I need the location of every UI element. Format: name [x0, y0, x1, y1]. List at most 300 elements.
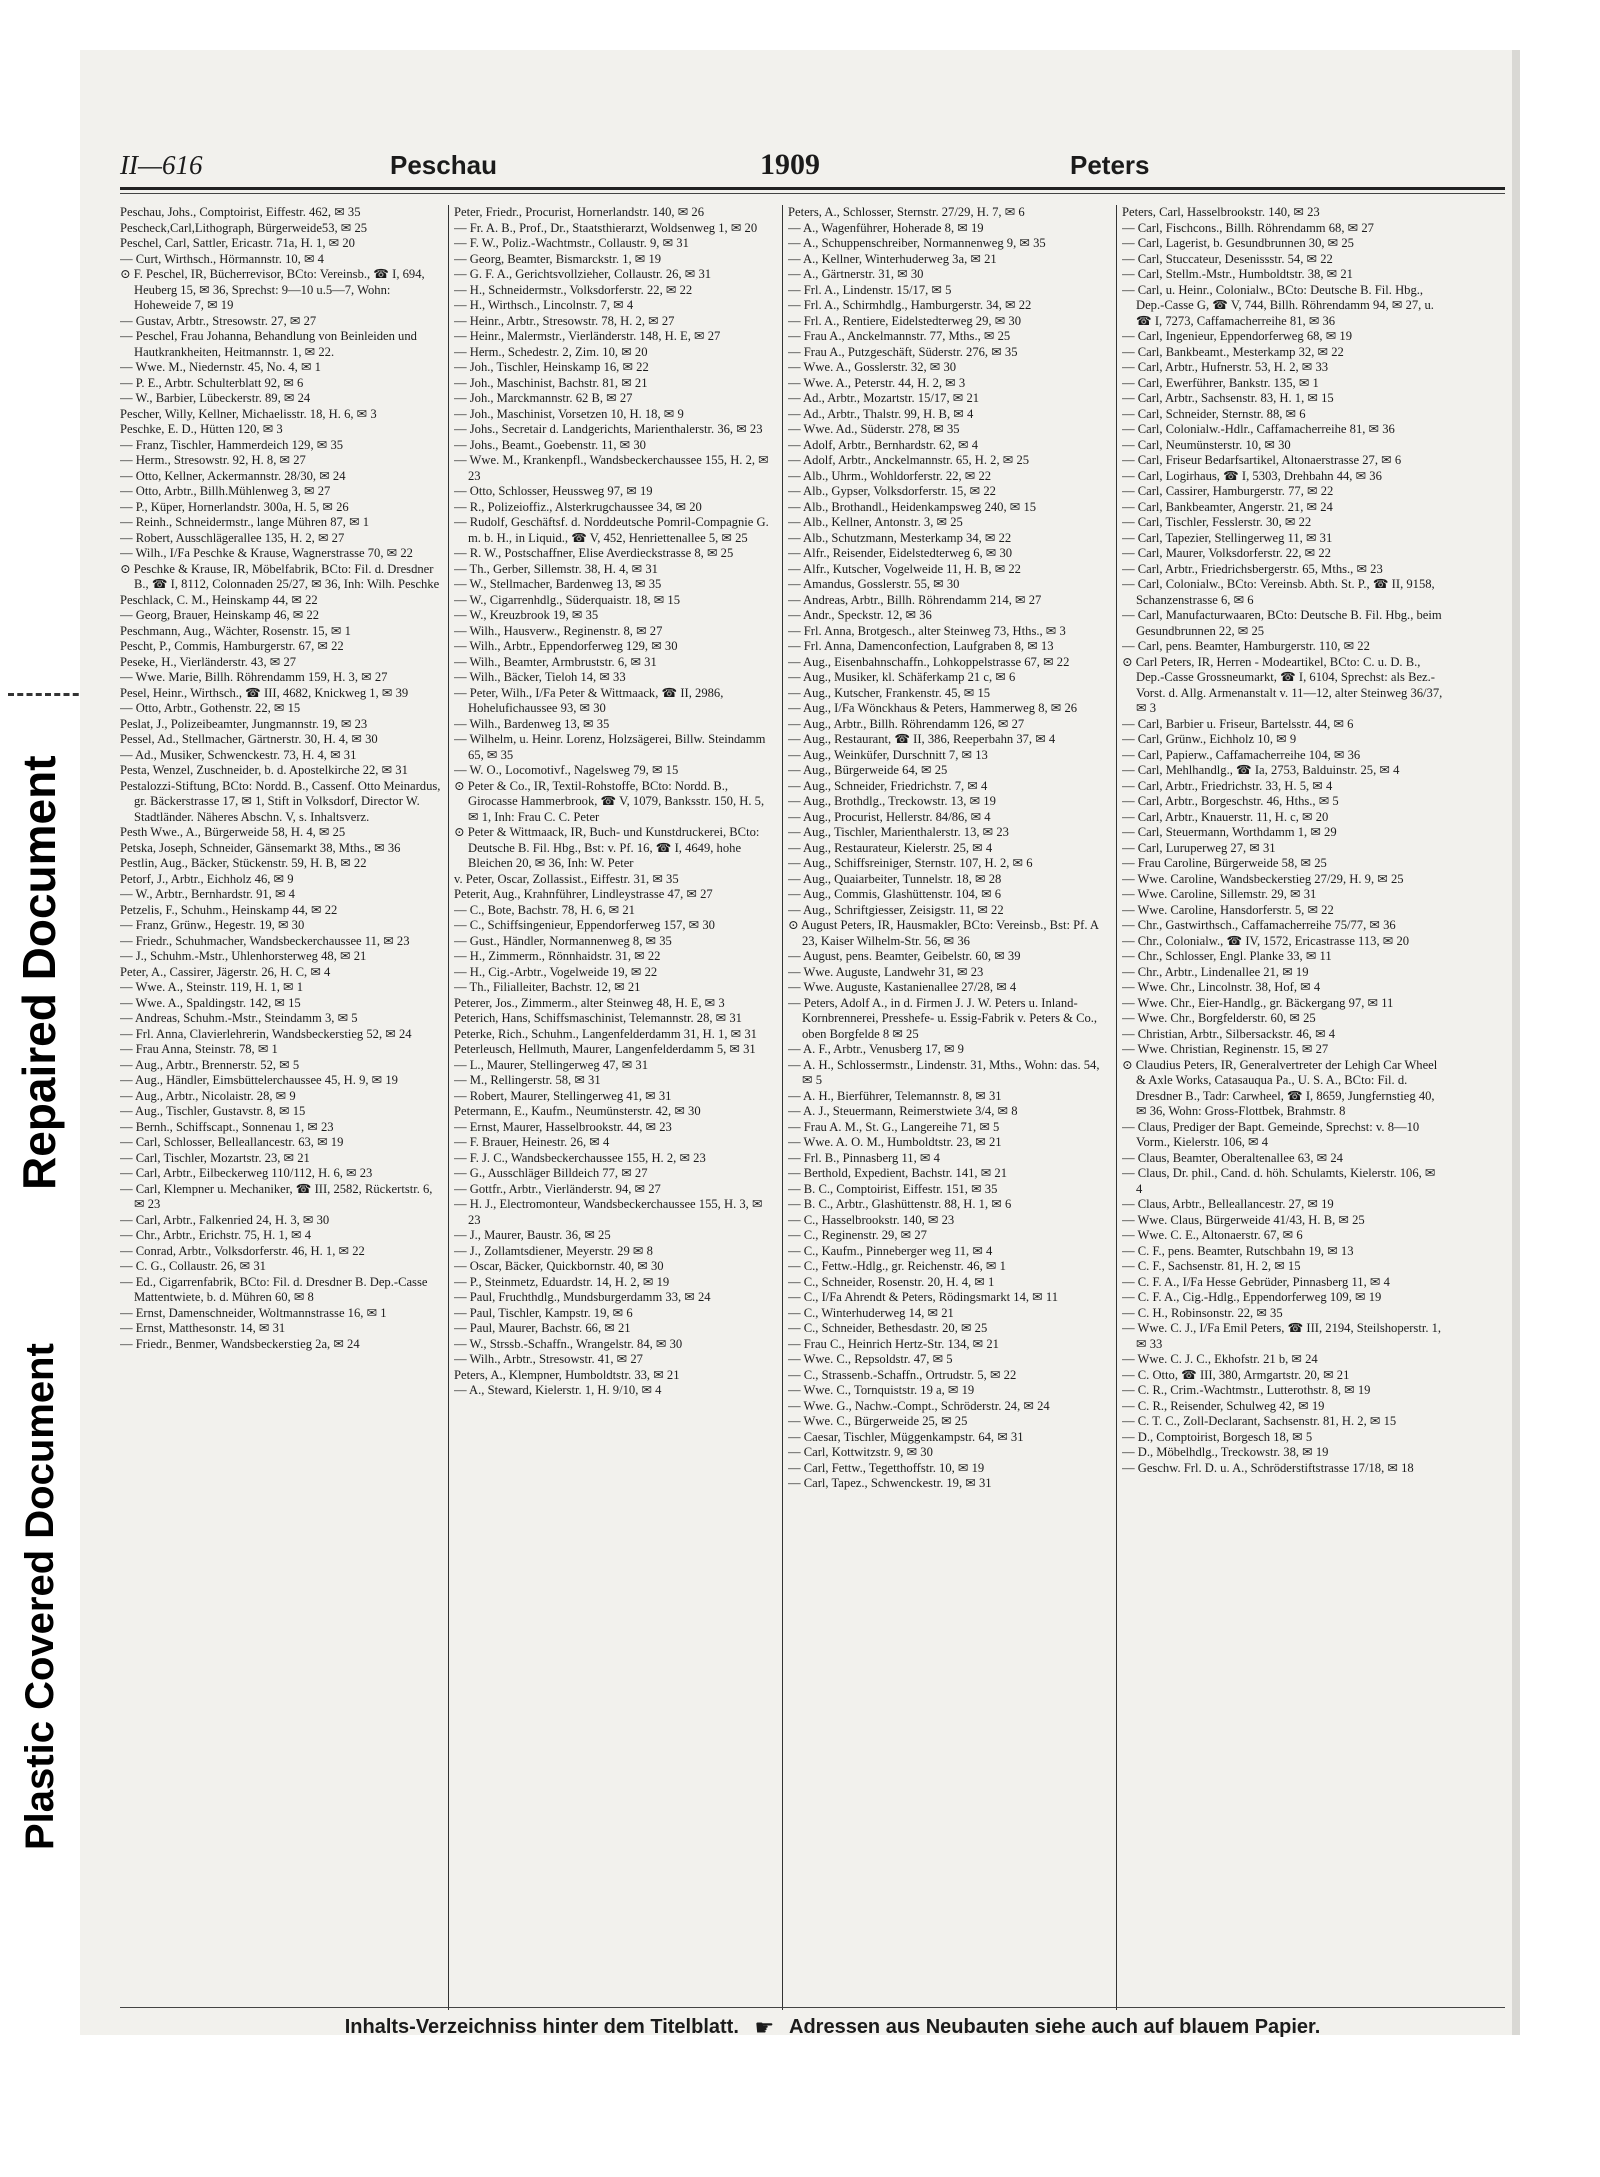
- directory-entry: — W., Barbier, Lübeckerstr. 89, ✉ 24: [120, 391, 311, 405]
- directory-entry: — C., Schneider, Bethesdastr. 20, ✉ 25: [788, 1321, 988, 1335]
- directory-entry: ⊙ F. Peschel, IR, Bücherrevisor, BCto: Vereinsb., ☎ I, 694, Heuberg 15, ✉ 36, Sprechst: 9—10 u.5—7, Wohn: Hoheweide 7, ✉ 19: [120, 267, 425, 312]
- directory-entry: — Wwe. G., Nachw.-Compt., Schröderstr. 24, ✉ 24: [788, 1398, 1050, 1413]
- directory-entry: — Joh., Marckmannstr. 62 B, ✉ 27: [454, 391, 633, 405]
- directory-entry: — Aug., Händler, Eimsbüttelerchaussee 45, H. 9, ✉ 19: [120, 1073, 398, 1087]
- directory-entry: Petska, Joseph, Schneider, Gänsemarkt 38, Mths., ✉ 36: [120, 840, 401, 855]
- directory-entry: — W. O., Locomotivf., Nagelsweg 79, ✉ 15: [454, 763, 679, 777]
- directory-entry: — Gust., Händler, Normannenweg 8, ✉ 35: [454, 933, 672, 948]
- directory-entry: — A. H., Schlossermstr., Lindenstr. 31, Mths., Wohn: das. 54, ✉ 5: [788, 1057, 1100, 1087]
- directory-entry: — W., Arbtr., Bernhardstr. 91, ✉ 4: [120, 887, 295, 901]
- directory-entry: — Peschel, Frau Johanna, Behandlung von Beinleiden und Hautkrankheiten, Heitmannstr. 1, ✉ 22.: [120, 329, 417, 359]
- directory-entry: Peschmann, Aug., Wächter, Rosenstr. 15, ✉ 1: [120, 623, 351, 638]
- directory-entry: — Carl, Schlosser, Belleallancestr. 63, ✉ 19: [120, 1135, 344, 1149]
- directory-entry: Pestlin, Aug., Bäcker, Stückenstr. 59, H. B, ✉ 22: [120, 856, 367, 870]
- directory-entry: — J., Zollamtsdiener, Meyerstr. 29 ✉ 8: [454, 1243, 653, 1258]
- directory-entry: — Ernst, Matthesonstr. 14, ✉ 31: [120, 1321, 286, 1335]
- directory-entry: — A., Kellner, Winterhuderweg 3a, ✉ 21: [788, 251, 997, 266]
- directory-entry: — Ad., Musiker, Schwenckestr. 73, H. 4, ✉ 31: [120, 747, 357, 762]
- directory-entry: — Bernh., Schiffscapt., Sonnenau 1, ✉ 23: [120, 1119, 334, 1134]
- directory-entry: — Wwe. Auguste, Kastanienallee 27/28, ✉ 4: [788, 980, 1017, 994]
- directory-entry: — L., Maurer, Stellingerweg 47, ✉ 31: [454, 1057, 649, 1072]
- directory-entry: — Wwe. Chr., Lincolnstr. 38, Hof, ✉ 4: [1122, 980, 1321, 994]
- directory-entry: — Frl. A., Lindenstr. 15/17, ✉ 5: [788, 282, 952, 297]
- directory-entry: — J., Maurer, Baustr. 36, ✉ 25: [454, 1228, 611, 1242]
- directory-entry: — Th., Filialleiter, Bachstr. 12, ✉ 21: [454, 980, 641, 994]
- directory-entry: — Wwe. Claus, Bürgerweide 41/43, H. B, ✉ 25: [1122, 1212, 1365, 1227]
- directory-entry: ⊙ Carl Peters, IR, Herren - Modeartikel, BCto: C. u. D. B., Dep.-Casse Grossneumarkt, ☎ I, 6104, Sprechst: als Bez.-Vorst. d. Allg. Armenanstalt v. 11—12, alter Steinweg 36/37, ✉ 3: [1122, 654, 1443, 715]
- directory-entry: — Otto, Arbtr., Gothenstr. 22, ✉ 15: [120, 701, 301, 715]
- directory-entry: — Franz, Grünw., Hegestr. 19, ✉ 30: [120, 918, 305, 932]
- directory-entry: — Claus, Dr. phil., Cand. d. höh. Schulamts, Kielerstr. 106, ✉ 4: [1122, 1166, 1436, 1196]
- directory-entry: Pescheck,Carl,Lithograph, Bürgerweide53, ✉ 25: [120, 220, 368, 235]
- directory-entry: — C. F. A., I/Fa Hesse Gebrüder, Pinnasberg 11, ✉ 4: [1122, 1274, 1390, 1289]
- footer-left-text: Inhalts-Verzeichniss hinter dem Titelblatt.: [344, 2016, 739, 2038]
- directory-entry: — C., I/Fa Ahrendt & Peters, Rödingsmarkt 14, ✉ 11: [788, 1290, 1058, 1304]
- directory-entry: — Frl. B., Pinnasberg 11, ✉ 4: [788, 1150, 940, 1165]
- directory-entry: — Alb., Uhrm., Wohldorferstr. 22, ✉ 22: [788, 468, 992, 483]
- directory-entry: — Gottfr., Arbtr., Vierländerstr. 94, ✉ 27: [454, 1181, 661, 1196]
- directory-entry: — Carl, Fettw., Tegetthoffstr. 10, ✉ 19: [788, 1460, 985, 1475]
- directory-entry: — Chr., Arbtr., Erichstr. 75, H. 1, ✉ 4: [120, 1228, 312, 1242]
- header-left-word: Peschau: [390, 150, 497, 180]
- directory-entry: — Paul, Fruchthdlg., Mundsburgerdamm 33, ✉ 24: [454, 1290, 711, 1304]
- directory-entry: — Carl, pens. Beamter, Hamburgerstr. 110, ✉ 22: [1122, 639, 1370, 653]
- directory-entry: — Wwe. A., Peterstr. 44, H. 2, ✉ 3: [788, 375, 966, 390]
- directory-entry: Peschau, Johs., Comptoirist, Eiffestr. 462, ✉ 35: [120, 205, 361, 219]
- directory-entry: — Reinh., Schneidermstr., lange Mühren 87, ✉ 1: [120, 515, 370, 529]
- directory-entry: — Robert, Ausschlägerallee 135, H. 2, ✉ 27: [120, 530, 345, 545]
- directory-entry: — Carl, Arbtr., Friedrichstr. 33, H. 5, ✉ 4: [1122, 778, 1333, 793]
- directory-entry: — Carl, Ewerführer, Bankstr. 135, ✉ 1: [1122, 375, 1319, 390]
- directory-entry: — R. W., Postschaffner, Elise Averdieckstrasse 8, ✉ 25: [454, 546, 734, 560]
- directory-entry: — H., Schneidermstr., Volksdorferstr. 22, ✉ 22: [454, 282, 693, 297]
- directory-entry: Pescht, P., Commis, Hamburgerstr. 67, ✉ 22: [120, 639, 344, 653]
- directory-entry: — Carl, Arbtr., Friedrichsbergerstr. 65, Mths., ✉ 23: [1122, 561, 1383, 576]
- directory-entry: — C., Strassenb.-Schaffn., Ortrudstr. 5, ✉ 22: [788, 1367, 1017, 1382]
- directory-entry: — Carl, Stellm.-Mstr., Humboldtstr. 38, ✉ 21: [1122, 267, 1353, 281]
- directory-entry: — C. R., Reisender, Schulweg 42, ✉ 19: [1122, 1398, 1325, 1413]
- directory-entry: — Wwe. C., Tornquiststr. 19 a, ✉ 19: [788, 1383, 975, 1397]
- directory-entry: — Wilhelm, u. Heinr. Lorenz, Holzsägerei, Billw. Steindamm 65, ✉ 35: [454, 732, 766, 762]
- header-right-word: Peters: [1070, 150, 1150, 180]
- directory-entry: — C. H., Robinsonstr. 22, ✉ 35: [1122, 1305, 1283, 1320]
- directory-entry: — Carl, Friseur Bedarfsartikel, Altonaerstrasse 27, ✉ 6: [1122, 453, 1402, 467]
- footer-rule: [120, 2007, 1505, 2008]
- directory-entry: — Joh., Maschinist, Vorsetzen 10, H. 18, ✉ 9: [454, 406, 684, 421]
- directory-entry: — G. F. A., Gerichtsvollzieher, Collaustr. 26, ✉ 31: [454, 267, 712, 281]
- directory-entry: — Aug., Restaurateur, Kielerstr. 25, ✉ 4: [788, 840, 993, 855]
- directory-entry: — Frau A., Anckelmannstr. 77, Mths., ✉ 25: [788, 329, 1011, 343]
- directory-entry: Pesth Wwe., A., Bürgerweide 58, H. 4, ✉ 25: [120, 825, 346, 839]
- directory-entry: — Otto, Arbtr., Billh.Mühlenweg 3, ✉ 27: [120, 484, 331, 498]
- directory-entry: — Chr., Schlosser, Engl. Planke 33, ✉ 11: [1122, 949, 1332, 963]
- directory-entry: — H., Zimmerm., Rönnhaidstr. 31, ✉ 22: [454, 949, 661, 963]
- directory-entry: — Th., Gerber, Sillemstr. 38, H. 4, ✉ 31: [454, 561, 658, 576]
- directory-entry: — Friedr., Benmer, Wandsbeckerstieg 2a, ✉ 24: [120, 1336, 360, 1351]
- directory-entry: — W., Cigarrenhdlg., Süderquaistr. 18, ✉ 15: [454, 592, 681, 607]
- directory-entry: Peterleusch, Hellmuth, Maurer, Langenfelderdamm 5, ✉ 31: [454, 1042, 756, 1056]
- directory-entry: — Aug., Eisenbahnschaffn., Lohkoppelstrasse 67, ✉ 22: [788, 654, 1070, 669]
- directory-entry: — Alfr., Kutscher, Vogelweide 11, H. B, ✉ 22: [788, 561, 1021, 576]
- column-2: [454, 205, 776, 2005]
- directory-entry: Peseke, H., Vierländerstr. 43, ✉ 27: [120, 654, 297, 669]
- directory-entry: Peter, Friedr., Procurist, Hornerlandstr. 140, ✉ 26: [454, 205, 704, 219]
- directory-entry: — C. F., pens. Beamter, Rutschbahn 19, ✉ 13: [1122, 1243, 1354, 1258]
- directory-entry: — Oscar, Bäcker, Quickbornstr. 40, ✉ 30: [454, 1259, 664, 1273]
- directory-entry: — W., Strssb.-Schaffn., Wrangelstr. 84, ✉ 30: [454, 1336, 683, 1351]
- directory-entry: — Carl, Lagerist, b. Gesundbrunnen 30, ✉ 25: [1122, 236, 1354, 250]
- directory-entry: — Wwe. Chr., Borgfelderstr. 60, ✉ 25: [1122, 1011, 1316, 1025]
- directory-entry: — F. J. C., Wandsbeckerchaussee 155, H. 2, ✉ 23: [454, 1150, 706, 1165]
- directory-entry: — Friedr., Schuhmacher, Wandsbeckerchaussee 11, ✉ 23: [120, 933, 410, 948]
- directory-entry: — C. F. A., Cig.-Hdlg., Eppendorferweg 109, ✉ 19: [1122, 1290, 1382, 1304]
- directory-entry: — Andreas, Arbtr., Billh. Röhrendamm 214, ✉ 27: [788, 592, 1042, 607]
- directory-entry: — Carl, Kottwitzstr. 9, ✉ 30: [788, 1445, 933, 1459]
- directory-entry: — Aug., Musiker, kl. Schäferkamp 21 c, ✉ 6: [788, 670, 1016, 684]
- directory-entry: — D., Möbelhdlg., Treckowstr. 38, ✉ 19: [1122, 1445, 1329, 1459]
- directory-entry: — Wwe. C., Bürgerweide 25, ✉ 25: [788, 1414, 968, 1428]
- directory-entry: — P., Küper, Hornerlandstr. 300a, H. 5, ✉ 26: [120, 499, 349, 514]
- directory-entry: — Wilh., Hausverw., Reginenstr. 8, ✉ 27: [454, 623, 663, 638]
- directory-entry: — Wwe. A., Spaldingstr. 142, ✉ 15: [120, 995, 301, 1010]
- directory-entry: — Franz, Tischler, Hammerdeich 129, ✉ 35: [120, 437, 344, 452]
- directory-entry: Peslat, J., Polizeibeamter, Jungmannstr. 19, ✉ 23: [120, 716, 368, 731]
- directory-entry: ⊙ Peter & Co., IR, Textil-Rohstoffe, BCto: Nordd. B., Girocasse Hammerbrook, ☎ V, 1079, Banksstr. 150, H. 5, ✉ 1, Inh: Frau C. C. Peter: [454, 778, 765, 824]
- directory-entry: — G., Ausschläger Billdeich 77, ✉ 27: [454, 1166, 648, 1180]
- directory-entry: — Heinr., Arbtr., Stresowstr. 78, H. 2, ✉ 27: [454, 313, 675, 328]
- header-year: 1909: [760, 148, 820, 181]
- directory-entry: — C. G., Collaustr. 26, ✉ 31: [120, 1259, 266, 1273]
- directory-entry: — Joh., Maschinist, Bachstr. 81, ✉ 21: [454, 375, 648, 390]
- directory-entry: — Carl, Arbtr., Falkenried 24, H. 3, ✉ 30: [120, 1212, 330, 1227]
- directory-entry: Peter, A., Cassirer, Jägerstr. 26, H. C, ✉ 4: [120, 964, 331, 979]
- column-4: [1122, 205, 1444, 2005]
- directory-entry: — A. J., Steuermann, Reimerstwiete 3/4, ✉ 8: [788, 1104, 1018, 1118]
- directory-entry: — Ad., Arbtr., Mozartstr. 15/17, ✉ 21: [788, 391, 980, 405]
- directory-entry: — Carl, Manufacturwaaren, BCto: Deutsche B. Fil. Hbg., beim Gesundbrunnen 22, ✉ 25: [1122, 608, 1442, 638]
- directory-entry: — Frl. Anna, Damenconfection, Laufgraben 8, ✉ 13: [788, 639, 1054, 653]
- directory-entry: — Aug., Brothdlg., Treckowstr. 13, ✉ 19: [788, 794, 996, 808]
- directory-entry: — Curt, Wirthsch., Hörmannstr. 10, ✉ 4: [120, 251, 324, 266]
- directory-entry: — Aug., Schiffsreiniger, Sternstr. 107, H. 2, ✉ 6: [788, 856, 1033, 870]
- directory-entry: — Ed., Cigarrenfabrik, BCto: Fil. d. Dresdner B. Dep.-Casse Mattentwiete, b. d. Mühren 60, ✉ 8: [120, 1274, 428, 1304]
- directory-entry: — Carl, Barbier u. Friseur, Bartelsstr. 44, ✉ 6: [1122, 716, 1354, 731]
- directory-entry: — Wwe. Marie, Billh. Röhrendamm 159, H. 3, ✉ 27: [120, 670, 388, 684]
- sidebar: [0, 0, 90, 2177]
- directory-entry: Petzelis, F., Schuhm., Heinskamp 44, ✉ 22: [120, 902, 338, 917]
- directory-entry: — Amandus, Gosslerstr. 55, ✉ 30: [788, 577, 960, 591]
- directory-entry: — Heinr., Malermstr., Vierländerstr. 148, H. E, ✉ 27: [454, 329, 721, 343]
- directory-entry: — Ernst, Maurer, Hasselbrookstr. 44, ✉ 23: [454, 1119, 672, 1134]
- directory-entry: — Carl, Neumünsterstr. 10, ✉ 30: [1122, 437, 1291, 452]
- directory-entry: — Frau Caroline, Bürgerweide 58, ✉ 25: [1122, 856, 1327, 870]
- directory-entry: — Carl, Grünw., Eichholz 10, ✉ 9: [1122, 732, 1297, 746]
- directory-entry: — Claus, Beamter, Oberaltenallee 63, ✉ 24: [1122, 1150, 1343, 1165]
- directory-entry: — Adolf, Arbtr., Anckelmannstr. 65, H. 2, ✉ 25: [788, 453, 1030, 467]
- directory-entry: — Aug., Commis, Glashüttenstr. 104, ✉ 6: [788, 887, 1002, 901]
- page-header: [120, 150, 1505, 190]
- directory-entry: — B. C., Arbtr., Glashüttenstr. 88, H. 1, ✉ 6: [788, 1197, 1012, 1211]
- directory-entry: — Wwe. M., Krankenpfl., Wandsbeckerchaussee 155, H. 2, ✉ 23: [454, 453, 769, 483]
- directory-entry: — Carl, Logirhaus, ☎ I, 5303, Drehbahn 44, ✉ 36: [1122, 468, 1382, 483]
- column-1: [120, 205, 442, 2005]
- directory-entry: — Aug., Quaiarbeiter, Tunnelstr. 18, ✉ 28: [788, 871, 1002, 886]
- directory-entry: — P., Steinmetz, Eduardstr. 14, H. 2, ✉ 19: [454, 1274, 670, 1289]
- directory-entry: — Carl, Papierw., Caffamacherreihe 104, ✉ 36: [1122, 747, 1361, 762]
- directory-entry: — A., Schuppenschreiber, Normannenweg 9, ✉ 35: [788, 236, 1046, 250]
- directory-entry: — Alb., Schutzmann, Mesterkamp 34, ✉ 22: [788, 530, 1012, 545]
- directory-entry: — C. Otto, ☎ III, 380, Armgartstr. 20, ✉ 21: [1122, 1367, 1350, 1382]
- directory-entry: — Aug., Kutscher, Frankenstr. 45, ✉ 15: [788, 685, 991, 700]
- directory-entry: — Carl, Mehlhandlg., ☎ Ia, 2753, Balduinstr. 25, ✉ 4: [1122, 763, 1400, 777]
- directory-entry: — Wwe. C. J., I/Fa Emil Peters, ☎ III, 2194, Steilshoperstr. 1, ✉ 33: [1122, 1321, 1442, 1351]
- directory-entry: — Aug., Procurist, Hellerstr. 84/86, ✉ 4: [788, 809, 991, 824]
- directory-entry: — Frau A. M., St. G., Langereihe 71, ✉ 5: [788, 1119, 1000, 1134]
- directory-entry: — A. H., Bierführer, Telemannstr. 8, ✉ 31: [788, 1088, 1002, 1103]
- footer-right-text: Adressen aus Neubauten siehe auch auf blauem Papier.: [789, 2016, 1321, 2038]
- directory-entry: — B. C., Comptoirist, Eiffestr. 151, ✉ 35: [788, 1181, 998, 1196]
- directory-entry: — Carl, Tapez., Schwenckestr. 19, ✉ 31: [788, 1476, 992, 1490]
- directory-entry: — Johs., Beamt., Goebenstr. 11, ✉ 30: [454, 437, 646, 452]
- directory-entry: — Georg, Beamter, Bismarckstr. 1, ✉ 19: [454, 251, 662, 266]
- directory-entry: — Gustav, Arbtr., Stresowstr. 27, ✉ 27: [120, 313, 317, 328]
- directory-entry: — D., Comptoirist, Borgesch 18, ✉ 5: [1122, 1429, 1313, 1444]
- directory-entry: — A. F., Arbtr., Venusberg 17, ✉ 9: [788, 1042, 964, 1056]
- directory-entry: — Carl, Stuccateur, Desenissstr. 54, ✉ 22: [1122, 251, 1333, 266]
- directory-entry: Peterke, Rich., Schuhm., Langenfelderdamm 31, H. 1, ✉ 31: [454, 1026, 757, 1041]
- directory-entry: — Carl, u. Heinr., Colonialw., BCto: Deutsche B. Fil. Hbg., Dep.-Casse G, ☎ V, 744, Billh. Röhrendamm 94, ✉ 27, u. ☎ I, 7273, Caffamacherreihe 81, ✉ 36: [1122, 282, 1434, 328]
- directory-entry: — Georg, Brauer, Heinskamp 46, ✉ 22: [120, 608, 320, 622]
- directory-entry: Peterer, Jos., Zimmerm., alter Steinweg 48, H. E, ✉ 3: [454, 995, 725, 1010]
- page-number: II—616: [120, 150, 203, 180]
- plastic-covered-label: Plastic Covered Document: [18, 1343, 62, 1850]
- directory-entry: — C. T. C., Zoll-Declarant, Sachsenstr. 81, H. 2, ✉ 15: [1122, 1414, 1397, 1428]
- directory-entry: — Wilh., Beamter, Armbruststr. 6, ✉ 31: [454, 654, 657, 669]
- directory-entry: — Alb., Gypser, Volksdorferstr. 15, ✉ 22: [788, 484, 996, 498]
- directory-entry: — P. E., Arbtr. Schulterblatt 92, ✉ 6: [120, 375, 304, 390]
- directory-entry: — Aug., Arbtr., Brennerstr. 52, ✉ 5: [120, 1057, 300, 1072]
- directory-entry: — Adolf, Arbtr., Bernhardstr. 62, ✉ 4: [788, 437, 978, 452]
- directory-entry: — Aug., Bürgerweide 64, ✉ 25: [788, 763, 948, 777]
- directory-entry: — Carl, Maurer, Volksdorferstr. 22, ✉ 22: [1122, 546, 1331, 560]
- directory-entry: — C., Schiffsingenieur, Eppendorferweg 157, ✉ 30: [454, 918, 715, 932]
- directory-entry: — C., Reginenstr. 29, ✉ 27: [788, 1228, 927, 1242]
- directory-entry: Petermann, E., Kaufm., Neumünsterstr. 42, ✉ 30: [454, 1104, 701, 1118]
- directory-entry: — Carl, Tischler, Fesslerstr. 30, ✉ 22: [1122, 515, 1312, 529]
- directory-entry: — Claus, Prediger der Bapt. Gemeinde, Sprechst: v. 8—10 Vorm., Kielerstr. 106, ✉ 4: [1122, 1119, 1420, 1149]
- directory-entry: — Andr., Speckstr. 12, ✉ 36: [788, 608, 932, 622]
- directory-entry: — Berthold, Expedient, Bachstr. 141, ✉ 21: [788, 1166, 1008, 1180]
- directory-entry: — Carl, Bankbeamt., Mesterkamp 32, ✉ 22: [1122, 344, 1344, 359]
- directory-entry: — Carl, Steuermann, Worthdamm 1, ✉ 29: [1122, 825, 1337, 839]
- directory-entry: — Frau Anna, Steinstr. 78, ✉ 1: [120, 1042, 278, 1056]
- directory-entry: — Carl, Tapezier, Stellingerweg 11, ✉ 31: [1122, 530, 1333, 545]
- directory-entry: — Wwe. Ad., Süderstr. 278, ✉ 35: [788, 422, 960, 436]
- directory-entry: Peterit, Aug., Krahnführer, Lindleystrasse 47, ✉ 27: [454, 887, 713, 901]
- directory-entry: — Carl, Arbtr., Sachsenstr. 83, H. 1, ✉ 15: [1122, 391, 1334, 405]
- directory-entry: Peschke, E. D., Hütten 120, ✉ 3: [120, 422, 283, 436]
- directory-entry: — Carl, Arbtr., Hufnerstr. 53, H. 2, ✉ 33: [1122, 360, 1329, 374]
- directory-entry: — Wilh., Bäcker, Tieloh 14, ✉ 33: [454, 670, 626, 684]
- directory-entry: — H. J., Electromonteur, Wandsbeckerchaussee 155, H. 3, ✉ 23: [454, 1197, 763, 1227]
- directory-entry: — Herm., Stresowstr. 92, H. 8, ✉ 27: [120, 453, 306, 467]
- directory-entry: — Carl, Colonialw.-Hdlr., Caffamacherreihe 81, ✉ 36: [1122, 422, 1395, 436]
- directory-entry: — Frau A., Putzgeschäft, Süderstr. 276, ✉ 35: [788, 344, 1018, 359]
- directory-entry: Pesel, Heinr., Wirthsch., ☎ III, 4682, Knickweg 1, ✉ 39: [120, 685, 409, 700]
- directory-entry: — Otto, Schlosser, Heussweg 97, ✉ 19: [454, 484, 653, 498]
- directory-entry: — August, pens. Beamter, Geibelstr. 60, ✉ 39: [788, 949, 1021, 963]
- directory-entry: — Peters, Adolf A., in d. Firmen J. J. W. Peters u. Inland-Kornbrennerei, Presshefe- u. Essig-Fabrik v. Peters & Co., oben Borgfelde 8 ✉ 25: [788, 995, 1098, 1041]
- directory-entry: — Claus, Arbtr., Belleallancestr. 27, ✉ 19: [1122, 1197, 1334, 1211]
- directory-entry: — C., Schneider, Rosenstr. 20, H. 4, ✉ 1: [788, 1274, 995, 1289]
- directory-entry: — Conrad, Arbtr., Volksdorferstr. 46, H. 1, ✉ 22: [120, 1243, 365, 1258]
- directory-entry: — C., Kaufm., Pinneberger weg 11, ✉ 4: [788, 1243, 993, 1258]
- directory-entry: — Alb., Kellner, Antonstr. 3, ✉ 25: [788, 515, 963, 529]
- directory-entry: — A., Gärtnerstr. 31, ✉ 30: [788, 267, 924, 281]
- directory-entry: — Aug., Schneider, Friedrichstr. 7, ✉ 4: [788, 778, 988, 793]
- pointing-hand-icon: ☛: [754, 2015, 775, 2040]
- directory-entry: — Paul, Tischler, Kampstr. 19, ✉ 6: [454, 1305, 633, 1320]
- directory-entry: — Carl, Schneider, Sternstr. 88, ✉ 6: [1122, 406, 1306, 421]
- directory-entry: — W., Kreuzbrook 19, ✉ 35: [454, 608, 599, 622]
- directory-entry: — Aug., Schriftgiesser, Zeisigstr. 11, ✉ 22: [788, 902, 1004, 917]
- divider: [8, 693, 88, 696]
- column-divider: [782, 205, 783, 2010]
- directory-entry: — Wilh., Arbtr., Stresowstr. 41, ✉ 27: [454, 1352, 643, 1366]
- directory-entry: — Wilh., Arbtr., Eppendorferweg 129, ✉ 30: [454, 639, 678, 653]
- directory-entry: Peters, A., Klempner, Humboldtstr. 33, ✉ 21: [454, 1367, 680, 1382]
- directory-entry: — Rudolf, Geschäftsf. d. Norddeutsche Pomril-Compagnie G. m. b. H., in Liquid., ☎ V, 452, Henriettenallee 5, ✉ 25: [454, 515, 769, 545]
- directory-entry: — Carl, Klempner u. Mechaniker, ☎ III, 2582, Rückertstr. 6, ✉ 23: [120, 1181, 433, 1211]
- directory-entry: — Carl, Ingenieur, Eppendorferweg 68, ✉ 19: [1122, 329, 1353, 343]
- directory-entry: — Wwe. Caroline, Sillemstr. 29, ✉ 31: [1122, 887, 1317, 901]
- directory-entry: — Alb., Brothandl., Heidenkampsweg 240, ✉ 15: [788, 499, 1037, 514]
- directory-entry: — H., Wirthsch., Lincolnstr. 7, ✉ 4: [454, 298, 634, 312]
- directory-entry: — Christian, Arbtr., Silbersackstr. 46, ✉ 4: [1122, 1026, 1336, 1041]
- directory-entry: — Peter, Wilh., I/Fa Peter & Wittmaack, ☎ II, 2986, Hohelufichaussee 93, ✉ 30: [454, 685, 724, 715]
- directory-entry: ⊙ August Peters, IR, Hausmakler, BCto: Vereinsb., Bst: Pf. A 23, Kaiser Wilhelm-Str. 56, ✉ 36: [788, 918, 1099, 948]
- directory-entry: — Ernst, Damenschneider, Woltmannstrasse 16, ✉ 1: [120, 1305, 387, 1320]
- directory-entry: — Caesar, Tischler, Müggenkampstr. 64, ✉ 31: [788, 1429, 1024, 1444]
- directory-entry: — Fr. A. B., Prof., Dr., Staatsthierarzt, Woldsenweg 1, ✉ 20: [454, 220, 758, 235]
- directory-entry: — F. Brauer, Heinestr. 26, ✉ 4: [454, 1135, 610, 1149]
- directory-entry: — Wwe. M., Niedernstr. 45, No. 4, ✉ 1: [120, 360, 321, 374]
- directory-entry: — M., Rellingerstr. 58, ✉ 31: [454, 1073, 601, 1087]
- directory-entry: — Carl, Cassirer, Hamburgerstr. 77, ✉ 22: [1122, 484, 1334, 498]
- directory-entry: — Carl, Luruperweg 27, ✉ 31: [1122, 840, 1276, 855]
- directory-entry: — Otto, Kellner, Ackermannstr. 28/30, ✉ 24: [120, 468, 346, 483]
- directory-entry: — C., Bote, Bachstr. 78, H. 6, ✉ 21: [454, 902, 635, 917]
- column-divider: [448, 205, 449, 2010]
- directory-entry: — Wwe. Caroline, Wandsbeckerstieg 27/29, H. 9, ✉ 25: [1122, 871, 1404, 886]
- directory-entry: — Aug., I/Fa Wönckhaus & Peters, Hammerweg 8, ✉ 26: [788, 701, 1078, 715]
- directory-entry: — C., Hasselbrookstr. 140, ✉ 23: [788, 1212, 955, 1227]
- directory-entry: v. Peter, Oscar, Zollassist., Eiffestr. 31, ✉ 35: [454, 871, 679, 886]
- directory-entry: — W., Stellmacher, Bardenweg 13, ✉ 35: [454, 577, 662, 591]
- header-rule: [120, 187, 1505, 190]
- repaired-document-label: Repaired Document: [13, 755, 65, 1190]
- directory-entry: — F. W., Poliz.-Wachtmstr., Collaustr. 9, ✉ 31: [454, 236, 689, 250]
- directory-entry: — Aug., Tischler, Marienthalerstr. 13, ✉ 23: [788, 825, 1009, 839]
- directory-entry: — Carl, Bankbeamter, Angerstr. 21, ✉ 24: [1122, 499, 1333, 514]
- directory-entry: — Frl. Anna, Clavierlehrerin, Wandsbeckerstieg 52, ✉ 24: [120, 1026, 412, 1041]
- column-3: [788, 205, 1110, 2005]
- column-divider: [1116, 205, 1117, 2010]
- directory-entry: — H., Cig.-Arbtr., Vogelweide 19, ✉ 22: [454, 964, 658, 979]
- directory-entry: — Carl, Tischler, Mozartstr. 23, ✉ 21: [120, 1150, 310, 1165]
- directory-entry: ⊙ Claudius Peters, IR, Generalvertreter der Lehigh Car Wheel & Axle Works, Catasauqua Pa., U. S. A., BCto: Fil. d. Dresdner B., Tadr: Carwheel, ☎ I, 8659, Jungfernstieg 40, ✉ 36, Wohn: Gross-Flottbek, Brahmstr. 8: [1122, 1057, 1438, 1118]
- directory-entry: — Wwe. C., Repsoldstr. 47, ✉ 5: [788, 1352, 953, 1366]
- directory-entry: Pessel, Ad., Stellmacher, Gärtnerstr. 30, H. 4, ✉ 30: [120, 732, 378, 746]
- directory-entry: Pescher, Willy, Kellner, Michaelisstr. 18, H. 6, ✉ 3: [120, 406, 377, 421]
- directory-entry: — Aug., Arbtr., Billh. Röhrendamm 126, ✉ 27: [788, 716, 1025, 731]
- directory-entry: Peterich, Hans, Schiffsmaschinist, Telemannstr. 28, ✉ 31: [454, 1011, 742, 1025]
- directory-entry: — Wilh., I/Fa Peschke & Krause, Wagnerstrasse 70, ✉ 22: [120, 546, 413, 560]
- directory-entry: Peschel, Carl, Sattler, Ericastr. 71a, H. 1, ✉ 20: [120, 236, 355, 250]
- directory-entry: — Frl. A., Schirmhdlg., Hamburgerstr. 34, ✉ 22: [788, 298, 1032, 312]
- directory-entry: — C., Fettw.-Hdlg., gr. Reichenstr. 46, ✉ 1: [788, 1259, 1006, 1273]
- directory-entry: — J., Schuhm.-Mstr., Uhlenhorsterweg 48, ✉ 21: [120, 949, 367, 963]
- directory-entry: — Wilh., Bardenweg 13, ✉ 35: [454, 716, 610, 731]
- directory-entry: — Johs., Secretair d. Landgerichts, Marienthalerstr. 36, ✉ 23: [454, 422, 763, 436]
- directory-entry: — Chr., Colonialw., ☎ IV, 1572, Ericastrasse 113, ✉ 20: [1122, 933, 1410, 948]
- directory-entry: — Frau C., Heinrich Hertz-Str. 134, ✉ 21: [788, 1336, 999, 1351]
- directory-entry: — Wwe. C. E., Altonaerstr. 67, ✉ 6: [1122, 1228, 1303, 1242]
- directory-entry: — Wwe. Chr., Eier-Handlg., gr. Bäckergang 97, ✉ 11: [1122, 995, 1394, 1010]
- directory-entry: — Carl, Colonialw., BCto: Vereinsb. Abth. St. P., ☎ II, 9158, Schanzenstrasse 6, ✉ 6: [1122, 577, 1435, 607]
- directory-entry: Peters, A., Schlosser, Sternstr. 27/29, H. 7, ✉ 6: [788, 205, 1025, 219]
- directory-entry: — Wwe. Auguste, Landwehr 31, ✉ 23: [788, 964, 984, 979]
- directory-entry: — Robert, Maurer, Stellingerweg 41, ✉ 31: [454, 1088, 672, 1103]
- directory-entry: — Alfr., Reisender, Eidelstedterweg 6, ✉ 30: [788, 546, 1013, 560]
- directory-entry: Pestalozzi-Stiftung, BCto: Nordd. B., Cassenf. Otto Meinardus, gr. Bäckerstrasse 17, ✉ 1, Stift in Volksdorf, Director W. Stadtländer. Näheres Abschn. V, s. Inhaltsverz.: [120, 778, 441, 824]
- directory-entry: — Carl, Arbtr., Knauerstr. 11, H. c, ✉ 20: [1122, 809, 1329, 824]
- directory-entry: — Aug., Arbtr., Nicolaistr. 28, ✉ 9: [120, 1088, 296, 1103]
- page-footer: [160, 2015, 1505, 2041]
- directory-entry: — Carl, Arbtr., Eilbeckerweg 110/112, H. 6, ✉ 23: [120, 1166, 373, 1180]
- directory-entry: — Aug., Weinküfer, Durschnitt 7, ✉ 13: [788, 747, 988, 762]
- directory-entry: — Andreas, Schuhm.-Mstr., Steindamm 3, ✉ 5: [120, 1011, 358, 1025]
- directory-entry: — Chr., Arbtr., Lindenallee 21, ✉ 19: [1122, 964, 1309, 979]
- directory-entry: — C. F., Sachsenstr. 81, H. 2, ✉ 15: [1122, 1259, 1301, 1273]
- page-edge: [1512, 50, 1520, 2035]
- directory-entry: — C. R., Crim.-Wachtmstr., Lutterothstr. 8, ✉ 19: [1122, 1383, 1371, 1397]
- directory-entry: — Aug., Restaurant, ☎ II, 386, Reeperbahn 37, ✉ 4: [788, 732, 1056, 746]
- directory-entry: Peters, Carl, Hasselbrookstr. 140, ✉ 23: [1122, 205, 1320, 219]
- directory-entry: — Frl. Anna, Brotgesch., alter Steinweg 73, Hths., ✉ 3: [788, 623, 1066, 638]
- directory-entry: — Ad., Arbtr., Thalstr. 99, H. B, ✉ 4: [788, 406, 974, 421]
- directory-entry: — Wwe. A., Steinstr. 119, H. 1, ✉ 1: [120, 980, 304, 994]
- directory-entry: — Aug., Tischler, Gustavstr. 8, ✉ 15: [120, 1104, 306, 1118]
- directory-entry: — R., Polizeioffiz., Alsterkrugchaussee 34, ✉ 20: [454, 499, 702, 514]
- directory-entry: Pesta, Wenzel, Zuschneider, b. d. Apostelkirche 22, ✉ 31: [120, 763, 408, 777]
- directory-entry: ⊙ Peschke & Krause, IR, Möbelfabrik, BCto: Fil. d. Dresdner B., ☎ I, 8112, Colonnaden 25/27, ✉ 36, Inh: Wilh. Peschke: [120, 561, 440, 591]
- directory-entry: — Frl. A., Rentiere, Eidelstedterweg 29, ✉ 30: [788, 313, 1021, 328]
- document-page: [80, 50, 1520, 2040]
- directory-entry: — Wwe. C. J. C., Ekhofstr. 21 b, ✉ 24: [1122, 1352, 1318, 1366]
- directory-entry: — Chr., Gastwirthsch., Caffamacherreihe 75/77, ✉ 36: [1122, 918, 1396, 932]
- directory-entry: — Carl, Arbtr., Borgeschstr. 46, Hths., ✉ 5: [1122, 794, 1339, 808]
- directory-entry: — Carl, Fischcons., Billh. Röhrendamm 68, ✉ 27: [1122, 220, 1374, 235]
- directory-entry: — C., Winterhuderweg 14, ✉ 21: [788, 1305, 954, 1320]
- directory-entry: — Wwe. A., Gosslerstr. 32, ✉ 30: [788, 360, 957, 374]
- directory-entry: — Herm., Schedestr. 2, Zim. 10, ✉ 20: [454, 344, 648, 359]
- directory-entry: — Joh., Tischler, Heinskamp 16, ✉ 22: [454, 360, 649, 374]
- header-rule-thin: [120, 193, 1505, 194]
- directory-entry: — A., Steward, Kielerstr. 1, H. 9/10, ✉ 4: [454, 1383, 662, 1397]
- directory-entry: — Wwe. Caroline, Hansdorferstr. 5, ✉ 22: [1122, 902, 1334, 917]
- directory-entry: Peschlack, C. M., Heinskamp 44, ✉ 22: [120, 592, 318, 607]
